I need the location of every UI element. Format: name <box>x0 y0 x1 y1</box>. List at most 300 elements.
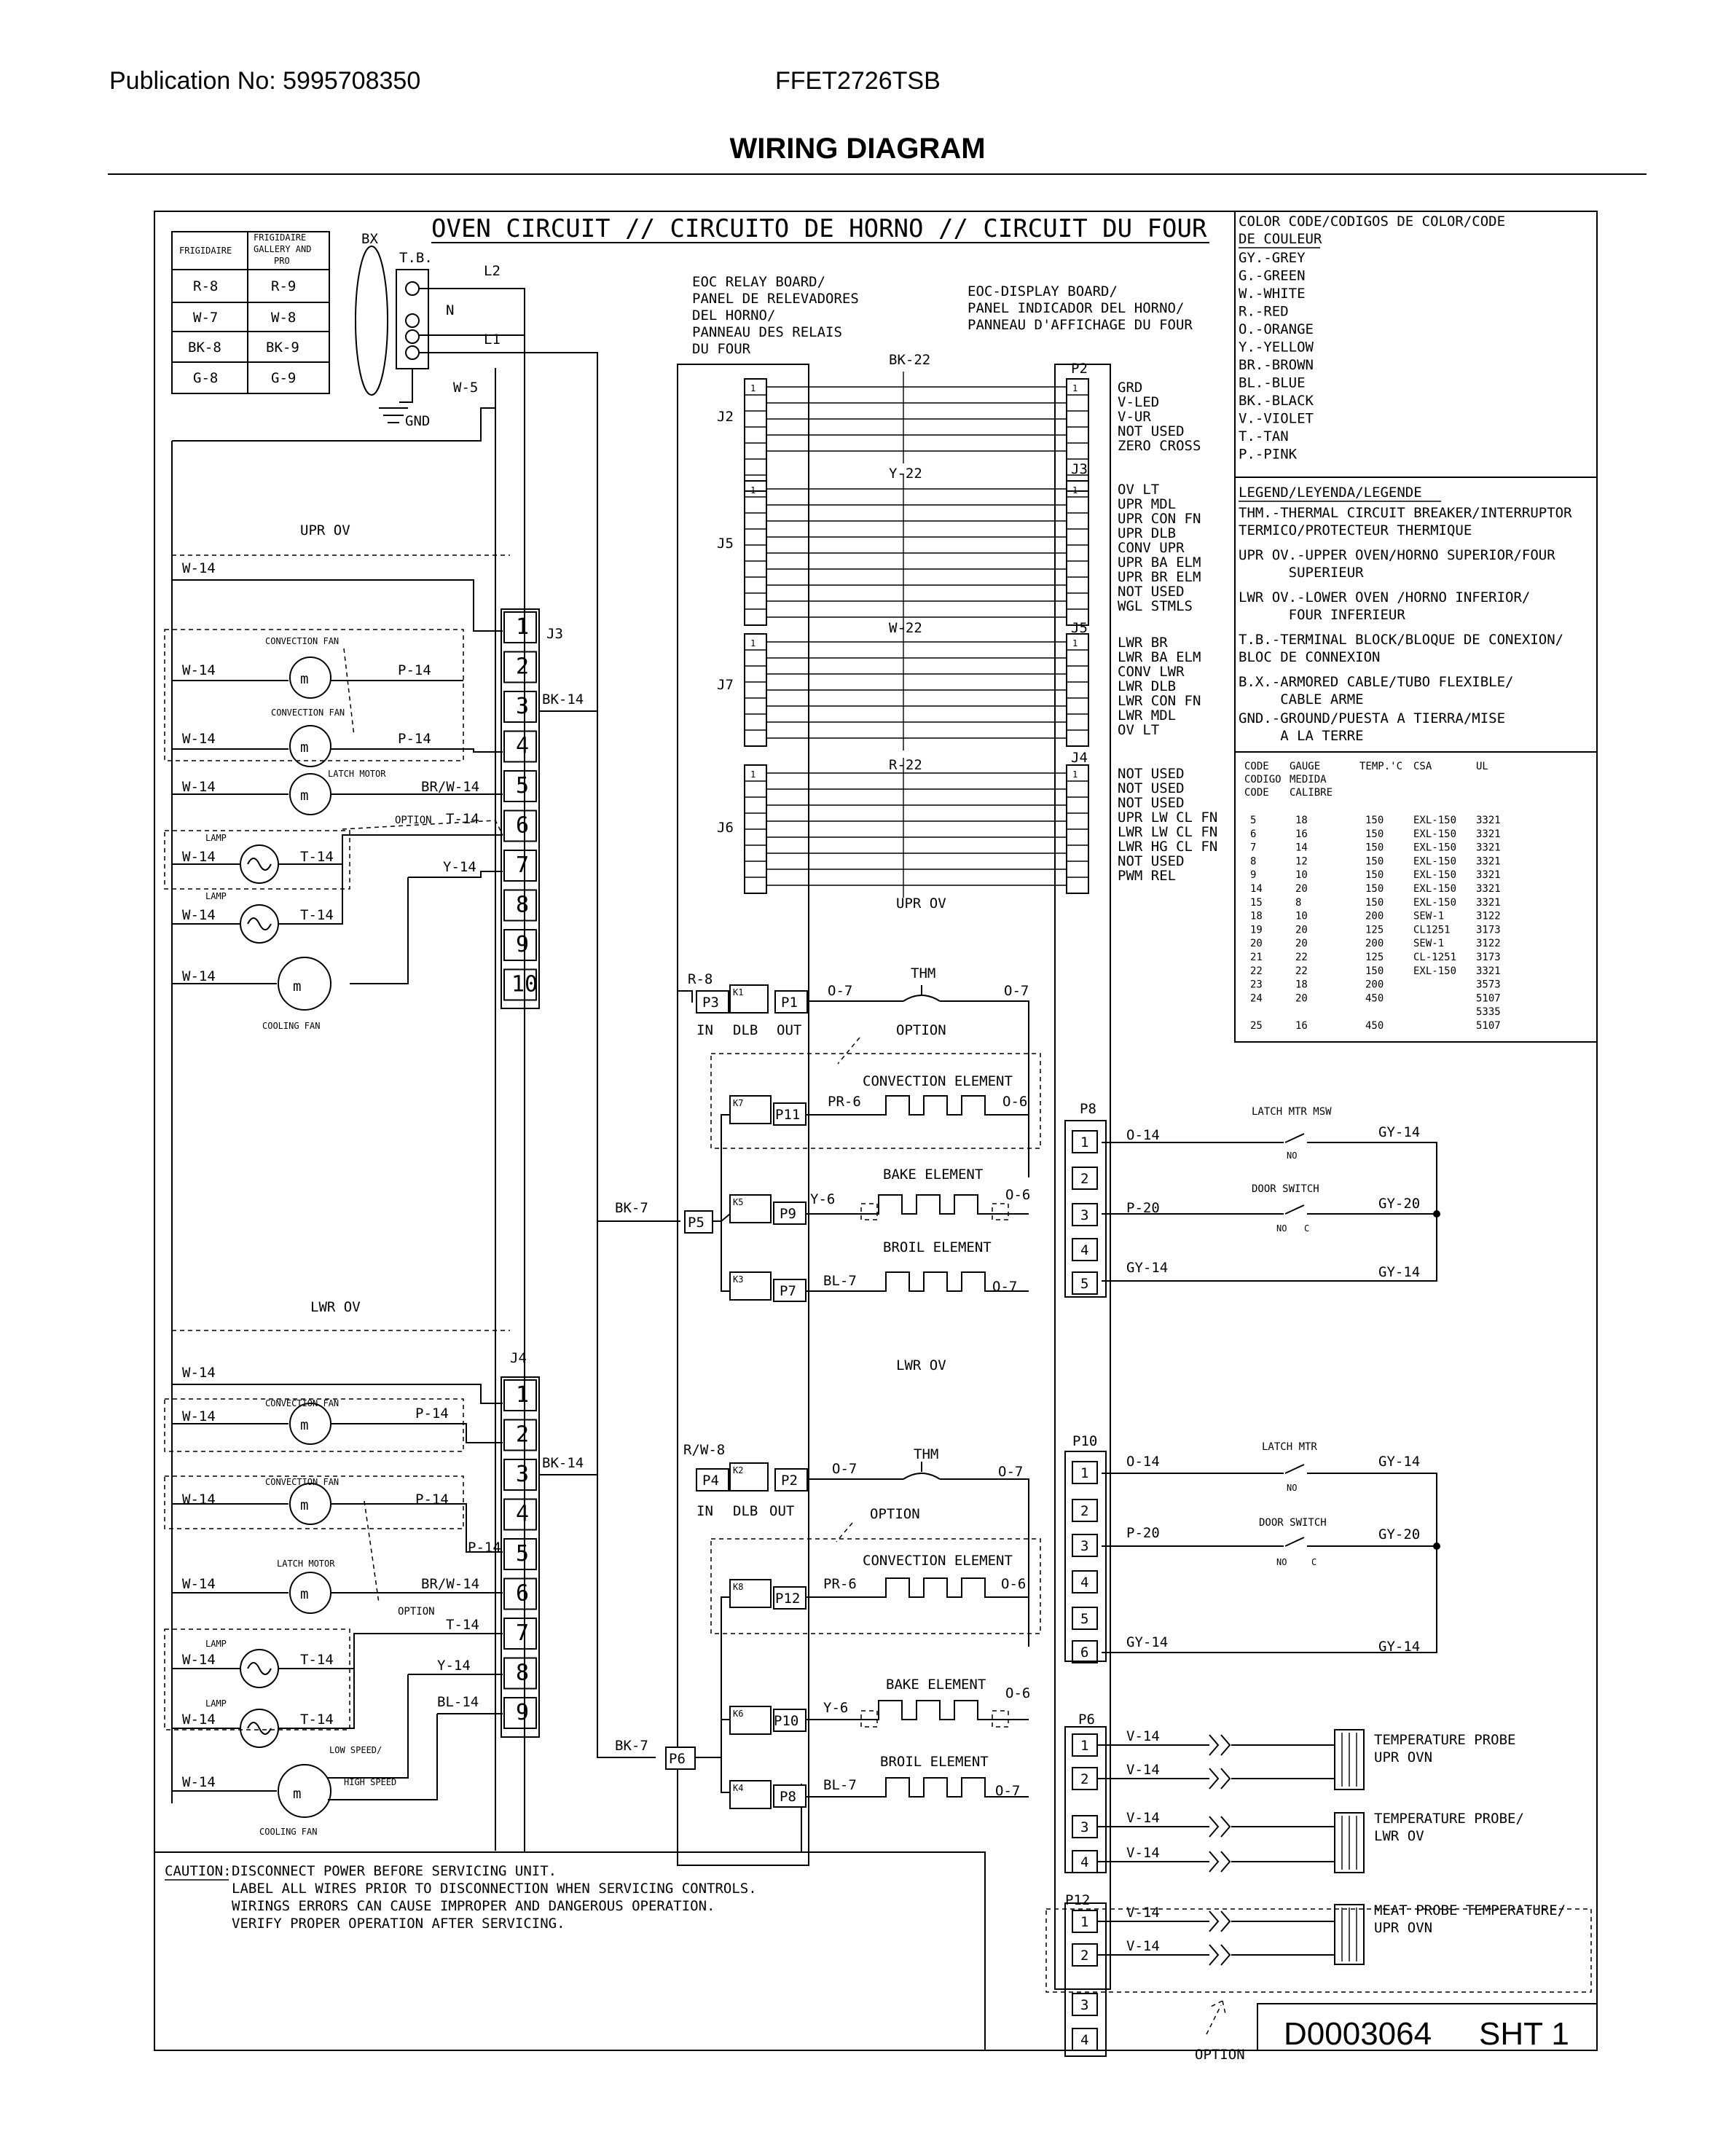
svg-text:P-14: P-14 <box>468 1540 501 1556</box>
svg-text:m: m <box>300 671 309 687</box>
svg-text:K5: K5 <box>733 1197 744 1207</box>
svg-text:O-6: O-6 <box>1005 1187 1031 1203</box>
signal-label: UPR BA ELM <box>1118 554 1201 571</box>
gauge-cell: 23 <box>1250 979 1263 991</box>
svg-text:DISCONNECT POWER BEFORE SERVIC: DISCONNECT POWER BEFORE SERVICING UNIT. <box>232 1863 557 1879</box>
p6-connector <box>1065 1727 1106 1873</box>
n-label: N <box>446 302 455 318</box>
signal-label: NOT USED <box>1118 780 1185 796</box>
svg-text:MEAT PROBE TEMPERATURE/: MEAT PROBE TEMPERATURE/ <box>1374 1902 1566 1918</box>
upper-relay-section <box>678 965 1040 1301</box>
gauge-cell: 3321 <box>1476 842 1501 854</box>
svg-text:P11: P11 <box>775 1107 801 1123</box>
connector-pin-number: 5 <box>1080 1276 1089 1292</box>
svg-text:COOLING FAN: COOLING FAN <box>262 1021 321 1031</box>
wire-label: V-14 <box>1126 1762 1160 1778</box>
harness-left-j6: J6 <box>717 820 734 836</box>
svg-text:K6: K6 <box>733 1709 744 1719</box>
p8-label: P8 <box>1080 1101 1096 1117</box>
connector-pin-number: 2 <box>516 1422 530 1448</box>
w5-label: W-5 <box>453 380 479 396</box>
svg-text:NO: NO <box>1276 1557 1287 1567</box>
signal-label: ZERO CROSS <box>1118 438 1201 454</box>
svg-text:P6: P6 <box>669 1751 686 1767</box>
signal-lists <box>1118 380 1217 884</box>
armored-cable <box>356 246 388 395</box>
gauge-cell: 3573 <box>1476 979 1501 991</box>
svg-text:BL-7: BL-7 <box>823 1273 857 1289</box>
svg-text:GY-20: GY-20 <box>1378 1196 1421 1212</box>
harness-right-j3: J3 <box>1071 461 1088 477</box>
probe-wiring <box>1097 1728 1364 1965</box>
svg-text:P12: P12 <box>775 1591 801 1607</box>
connector-pin-number: 7 <box>516 1620 530 1647</box>
svg-text:BK-14: BK-14 <box>542 1455 584 1471</box>
pin-one: 1 <box>750 769 756 780</box>
publication-number: Publication No: 5995708350 <box>109 67 421 95</box>
gauge-header: UL <box>1476 761 1488 772</box>
svg-text:PR-6: PR-6 <box>823 1576 857 1592</box>
svg-text:GY-14: GY-14 <box>1378 1124 1421 1140</box>
svg-text:CONVECTION FAN: CONVECTION FAN <box>265 1398 340 1408</box>
brand-cell: W-8 <box>271 310 297 326</box>
svg-text:K7: K7 <box>733 1098 744 1108</box>
connector-pin-number: 6 <box>516 1580 530 1607</box>
gauge-header: CODE <box>1244 787 1269 799</box>
connector-pin-number: 4 <box>1080 1242 1089 1258</box>
gnd-label: GND <box>405 413 431 429</box>
connector-pin-number: 4 <box>1080 2032 1089 2048</box>
svg-text:DOOR SWITCH: DOOR SWITCH <box>1259 1517 1327 1529</box>
connector-pin-number: 5 <box>1080 1611 1089 1627</box>
harness-right-j4: J4 <box>1071 750 1088 766</box>
svg-text:LAMP: LAMP <box>205 1639 227 1649</box>
brand-cell: G-9 <box>271 370 297 386</box>
svg-text:PANNEAU DES RELAIS: PANNEAU DES RELAIS <box>692 324 842 340</box>
gauge-cell: 3173 <box>1476 952 1501 963</box>
svg-text:IN: IN <box>696 1503 713 1519</box>
gauge-table <box>1235 752 1597 1042</box>
gauge-cell: 3321 <box>1476 855 1501 868</box>
gauge-cell: 150 <box>1365 855 1384 868</box>
svg-text:CONVECTION FAN: CONVECTION FAN <box>265 1477 340 1487</box>
legend <box>1235 485 1597 752</box>
svg-text:FRIGIDAIRE: FRIGIDAIRE <box>254 232 307 243</box>
connector-pin-number: 3 <box>516 694 530 720</box>
svg-text:K2: K2 <box>733 1465 744 1475</box>
svg-text:GY-14: GY-14 <box>1126 1634 1169 1650</box>
connector-pin-number: 5 <box>516 773 530 799</box>
gauge-cell: 5 <box>1250 815 1257 826</box>
svg-text:Y-6: Y-6 <box>823 1700 849 1716</box>
title-block <box>1257 2004 1597 2052</box>
gauge-cell: 22 <box>1295 965 1308 977</box>
signal-label: NOT USED <box>1118 766 1185 782</box>
gauge-cell: 9 <box>1250 869 1257 882</box>
svg-text:TEMPERATURE PROBE: TEMPERATURE PROBE <box>1374 1732 1516 1748</box>
gauge-cell: 22 <box>1250 965 1263 977</box>
svg-text:GND.-GROUND/PUESTA A TIERRA/MI: GND.-GROUND/PUESTA A TIERRA/MISE <box>1239 710 1506 726</box>
svg-text:THM.-THERMAL CIRCUIT BREAKER/I: THM.-THERMAL CIRCUIT BREAKER/INTERRUPTOR <box>1239 505 1572 521</box>
svg-text:LWR OV.-LOWER OVEN /HORNO INFE: LWR OV.-LOWER OVEN /HORNO INFERIOR/ <box>1239 589 1531 605</box>
gauge-cell: 3321 <box>1476 965 1501 977</box>
svg-text:P-14: P-14 <box>398 662 431 678</box>
signal-label: V-UR <box>1118 409 1151 425</box>
gauge-cell: 150 <box>1365 828 1384 840</box>
lwr-ov-label: LWR OV <box>310 1299 361 1315</box>
connector-pin-number: 2 <box>516 654 530 680</box>
gauge-cell: 20 <box>1295 992 1308 1005</box>
gauge-cell: EXL-150 <box>1413 965 1457 977</box>
gauge-cell: 19 <box>1250 924 1263 936</box>
conv-fan-motor-icon <box>290 1483 331 1524</box>
svg-text:BL-14: BL-14 <box>437 1694 479 1710</box>
svg-text:LATCH MTR: LATCH MTR <box>1262 1441 1317 1453</box>
gauge-cell: 22 <box>1295 952 1308 963</box>
gauge-cell: 20 <box>1295 924 1308 936</box>
gauge-cell: 150 <box>1365 842 1384 854</box>
connector-pin-number: 4 <box>516 1501 530 1527</box>
signal-label: NOT USED <box>1118 853 1185 869</box>
svg-text:LATCH MOTOR: LATCH MOTOR <box>277 1559 335 1569</box>
svg-text:O-6: O-6 <box>1001 1576 1027 1592</box>
display-board-label <box>968 283 1193 333</box>
svg-text:BLOC DE CONNEXION: BLOC DE CONNEXION <box>1239 649 1381 665</box>
svg-text:m: m <box>300 1417 309 1433</box>
gauge-cell: 18 <box>1295 979 1308 991</box>
svg-text:R-8: R-8 <box>688 971 713 987</box>
upr-ov-board-label: UPR OV <box>896 895 946 912</box>
svg-text:PANEL DE RELEVADORES: PANEL DE RELEVADORES <box>692 291 859 307</box>
svg-text:OPTION: OPTION <box>1195 2047 1245 2063</box>
svg-text:B.X.-ARMORED CABLE/TUBO FLEXIB: B.X.-ARMORED CABLE/TUBO FLEXIBLE/ <box>1239 674 1514 690</box>
svg-text:T.B.-TERMINAL BLOCK/BLOQUE DE: T.B.-TERMINAL BLOCK/BLOQUE DE CONEXION/ <box>1239 632 1564 648</box>
gauge-cell: EXL-150 <box>1413 842 1457 854</box>
color-code <box>1235 213 1597 477</box>
gauge-cell: 450 <box>1365 1020 1384 1032</box>
svg-text:EOC-DISPLAY BOARD/: EOC-DISPLAY BOARD/ <box>968 283 1118 299</box>
connector-pin-number: 2 <box>1080 1171 1089 1187</box>
harness-wire-r22: R-22 <box>889 757 922 773</box>
svg-text:DEL HORNO/: DEL HORNO/ <box>692 307 776 324</box>
svg-text:LATCH MTR MSW: LATCH MTR MSW <box>1252 1106 1332 1118</box>
signal-label: PWM REL <box>1118 868 1177 884</box>
gauge-cell: 18 <box>1295 815 1308 826</box>
svg-text:P9: P9 <box>780 1206 796 1222</box>
gauge-cell: 14 <box>1250 883 1263 895</box>
gauge-cell: 7 <box>1250 842 1257 854</box>
harness-right-p2: P2 <box>1071 361 1088 377</box>
drawing-number: D0003064 <box>1284 2016 1432 2052</box>
svg-text:BAKE ELEMENT: BAKE ELEMENT <box>886 1677 986 1693</box>
gauge-cell: 200 <box>1365 979 1384 991</box>
svg-text:K8: K8 <box>733 1582 744 1592</box>
svg-text:O-7: O-7 <box>992 1279 1018 1295</box>
brand-cell: R-9 <box>271 278 297 294</box>
connector-pin-number: 1 <box>1080 1914 1089 1930</box>
page-title: WIRING DIAGRAM <box>729 133 986 165</box>
svg-text:BROIL ELEMENT: BROIL ELEMENT <box>883 1239 992 1255</box>
svg-text:P-20: P-20 <box>1126 1200 1160 1216</box>
svg-text:m: m <box>300 740 309 756</box>
j3-connector-label: J3 <box>546 626 563 642</box>
svg-text:T-14: T-14 <box>300 849 334 865</box>
svg-text:DLB: DLB <box>733 1022 758 1038</box>
wire-label: V-14 <box>1126 1905 1160 1921</box>
sheet-number: SHT 1 <box>1479 2016 1569 2052</box>
svg-text:W-14: W-14 <box>182 1491 216 1508</box>
svg-text:P-14: P-14 <box>398 731 431 747</box>
signal-label: UPR MDL <box>1118 496 1177 512</box>
connector-pin-number: 1 <box>1080 1465 1089 1481</box>
signal-label: LWR BA ELM <box>1118 649 1201 665</box>
gauge-header: CODE <box>1244 761 1269 772</box>
svg-text:COOLING FAN: COOLING FAN <box>259 1827 318 1837</box>
gauge-cell: 10 <box>1295 869 1308 882</box>
gauge-cell: 20 <box>1295 938 1308 950</box>
svg-text:O-7: O-7 <box>1004 983 1029 999</box>
harness-left-block <box>745 481 766 625</box>
gauge-header: CODIGO <box>1244 774 1282 785</box>
p10-switches <box>1102 1441 1440 1655</box>
legend-title: LEGEND/LEYENDA/LEGENDE <box>1239 485 1422 501</box>
gauge-cell: 150 <box>1365 965 1384 977</box>
svg-text:OUT: OUT <box>777 1022 802 1038</box>
gauge-cell: 150 <box>1365 869 1384 882</box>
pin-one: 1 <box>1072 638 1078 648</box>
gauge-cell: EXL-150 <box>1413 869 1457 882</box>
svg-text:CONVECTION ELEMENT: CONVECTION ELEMENT <box>863 1553 1013 1569</box>
svg-text:DOOR SWITCH: DOOR SWITCH <box>1252 1183 1319 1195</box>
svg-text:BR/W-14: BR/W-14 <box>421 779 480 795</box>
color-code-item: W.-WHITE <box>1239 286 1306 302</box>
gauge-header: TEMP.'C <box>1359 761 1403 772</box>
svg-text:W-14: W-14 <box>182 849 216 865</box>
connector-pin-number: 6 <box>1080 1645 1089 1661</box>
color-code-item: GY.-GREY <box>1239 250 1306 266</box>
tb-label: T.B. <box>399 250 433 266</box>
wire-label: W-14 <box>182 560 216 576</box>
brand-cell: R-8 <box>193 278 219 294</box>
connector-pin-number: 9 <box>516 932 530 958</box>
connector-pin-number: 4 <box>1080 1854 1089 1870</box>
conv-fan-motor-icon <box>290 657 331 698</box>
connector-pin-number: 1 <box>516 614 530 640</box>
svg-text:GY-14: GY-14 <box>1378 1454 1421 1470</box>
gauge-cell: 25 <box>1250 1020 1263 1032</box>
signal-label: WGL STMLS <box>1118 598 1193 614</box>
caution-label: CAUTION: <box>165 1863 232 1879</box>
svg-text:BK-7: BK-7 <box>615 1738 648 1754</box>
p8-switches <box>1102 1106 1440 1281</box>
svg-text:P5: P5 <box>688 1215 705 1231</box>
gauge-cell: 3321 <box>1476 828 1501 840</box>
gauge-cell: 10 <box>1295 910 1308 922</box>
svg-text:OPTION: OPTION <box>395 815 432 826</box>
svg-text:BROIL ELEMENT: BROIL ELEMENT <box>880 1754 989 1770</box>
gauge-cell: EXL-150 <box>1413 896 1457 909</box>
svg-text:W-14: W-14 <box>182 1576 216 1592</box>
signal-label: UPR BR ELM <box>1118 569 1201 585</box>
svg-text:COLOR CODE/CODIGOS DE COLOR/CO: COLOR CODE/CODIGOS DE COLOR/CODE <box>1239 213 1506 230</box>
svg-text:LAMP: LAMP <box>205 833 227 843</box>
gauge-cell: CL1251 <box>1413 924 1451 936</box>
svg-text:W-14: W-14 <box>182 1365 216 1381</box>
color-code-item: O.-ORANGE <box>1239 321 1314 337</box>
svg-text:PRO: PRO <box>274 256 290 266</box>
svg-text:P-20: P-20 <box>1126 1525 1160 1541</box>
latch-motor-icon <box>290 1572 331 1613</box>
signal-label: LWR MDL <box>1118 707 1177 724</box>
gauge-cell: 8 <box>1295 896 1302 909</box>
svg-text:W-14: W-14 <box>182 1774 216 1790</box>
harness-left-block <box>745 379 766 491</box>
svg-text:THM: THM <box>911 965 936 981</box>
svg-text:O-6: O-6 <box>1005 1685 1031 1701</box>
svg-text:T-14: T-14 <box>300 1652 334 1668</box>
signal-label: LWR CON FN <box>1118 693 1201 709</box>
gauge-cell: 24 <box>1250 992 1263 1005</box>
connector-pin-number: 3 <box>1080 1207 1089 1223</box>
color-code-item: G.-GREEN <box>1239 267 1306 284</box>
svg-text:GY-14: GY-14 <box>1126 1260 1169 1276</box>
svg-text:P3: P3 <box>702 995 719 1011</box>
gauge-cell: 20 <box>1250 938 1263 950</box>
svg-text:BL-7: BL-7 <box>823 1777 857 1793</box>
conv-fan-label: CONVECTION FAN <box>265 636 340 646</box>
j4-connector-label: J4 <box>510 1350 527 1366</box>
wire-label: V-14 <box>1126 1728 1160 1744</box>
gauge-cell: CL-1251 <box>1413 952 1457 963</box>
svg-text:HIGH SPEED: HIGH SPEED <box>344 1777 397 1787</box>
color-code-item: BR.-BROWN <box>1239 357 1314 373</box>
connector-pin-number: 3 <box>1080 1997 1089 2013</box>
svg-text:EOC RELAY BOARD/: EOC RELAY BOARD/ <box>692 274 826 290</box>
svg-text:PR-6: PR-6 <box>828 1094 861 1110</box>
gauge-cell: 15 <box>1250 896 1263 909</box>
svg-text:LWR OV: LWR OV <box>1374 1828 1424 1844</box>
svg-text:W-14: W-14 <box>182 731 216 747</box>
conv-fan-motor-icon <box>290 1403 331 1444</box>
svg-text:TERMICO/PROTECTEUR THERMIQUE: TERMICO/PROTECTEUR THERMIQUE <box>1239 522 1472 538</box>
gauge-cell: 150 <box>1365 815 1384 826</box>
cooling-fan-icon <box>278 957 331 1010</box>
gauge-cell: EXL-150 <box>1413 815 1457 826</box>
color-code-item: P.-PINK <box>1239 446 1298 463</box>
svg-text:VERIFY PROPER OPERATION AFTER: VERIFY PROPER OPERATION AFTER SERVICING. <box>232 1916 565 1932</box>
color-code-item: R.-RED <box>1239 303 1289 320</box>
gauge-cell: 150 <box>1365 896 1384 909</box>
svg-text:BR/W-14: BR/W-14 <box>421 1576 480 1592</box>
latch-motor-icon <box>290 774 331 815</box>
color-code-item: V.-VIOLET <box>1239 410 1314 427</box>
harness-left-j5: J5 <box>717 536 734 552</box>
p12-connector <box>1065 1903 1106 2056</box>
color-code-item: Y.-YELLOW <box>1239 339 1314 356</box>
svg-text:LATCH MOTOR: LATCH MOTOR <box>328 769 386 779</box>
connector-pin-number: 3 <box>516 1462 530 1488</box>
pin-one: 1 <box>1072 383 1078 393</box>
signal-label: NOT USED <box>1118 423 1185 439</box>
signal-label: OV LT <box>1118 722 1160 738</box>
svg-text:SUPERIEUR: SUPERIEUR <box>1239 565 1364 581</box>
svg-text:W-14: W-14 <box>182 779 216 795</box>
model-number: FFET2726TSB <box>775 67 941 95</box>
relay-board-label <box>692 274 859 357</box>
svg-text:P-14: P-14 <box>415 1491 449 1508</box>
brand-table <box>172 232 329 393</box>
svg-text:Y-14: Y-14 <box>443 859 476 875</box>
svg-text:m: m <box>300 788 309 804</box>
lower-relay-section <box>666 1442 1040 1808</box>
signal-label: CONV UPR <box>1118 540 1185 556</box>
gauge-cell: 3321 <box>1476 869 1501 882</box>
signal-label: GRD <box>1118 380 1143 396</box>
svg-text:T-14: T-14 <box>446 811 479 827</box>
l2-label: L2 <box>484 263 501 279</box>
p6-label: P6 <box>1078 1712 1095 1728</box>
svg-text:UPR OVN: UPR OVN <box>1374 1749 1433 1765</box>
gauge-cell: SEW-1 <box>1413 910 1445 922</box>
svg-text:P-14: P-14 <box>415 1406 449 1422</box>
signal-label: UPR DLB <box>1118 525 1177 541</box>
svg-text:C: C <box>1304 1223 1310 1234</box>
pin-one: 1 <box>1072 769 1078 780</box>
svg-text:P2: P2 <box>781 1473 798 1489</box>
connector-pin-number: 6 <box>516 812 530 839</box>
svg-text:GY-14: GY-14 <box>1378 1264 1421 1280</box>
gauge-cell: 5107 <box>1476 1020 1501 1032</box>
signal-label: LWR DLB <box>1118 678 1177 694</box>
connector-pin-number: 4 <box>1080 1575 1089 1591</box>
svg-text:UPR OVN: UPR OVN <box>1374 1920 1433 1936</box>
svg-text:K4: K4 <box>733 1783 744 1793</box>
gauge-cell: 3321 <box>1476 883 1501 895</box>
svg-text:P8: P8 <box>780 1789 796 1805</box>
gauge-header: CALIBRE <box>1290 787 1333 799</box>
gauge-cell: EXL-150 <box>1413 855 1457 868</box>
gauge-cell: 12 <box>1295 855 1308 868</box>
wire-label: V-14 <box>1126 1810 1160 1826</box>
svg-text:PANNEAU D'AFFICHAGE DU FOUR: PANNEAU D'AFFICHAGE DU FOUR <box>968 317 1193 333</box>
svg-text:O-6: O-6 <box>1002 1094 1028 1110</box>
svg-text:m: m <box>300 1497 309 1513</box>
gauge-header: GAUGE <box>1290 761 1321 772</box>
connector-pin-number: 7 <box>516 852 530 879</box>
svg-text:GY-20: GY-20 <box>1378 1526 1421 1542</box>
gauge-cell: 3173 <box>1476 924 1501 936</box>
p10-connector <box>1065 1451 1106 1663</box>
harness-right-block <box>1067 634 1088 746</box>
brand-header-frigidaire: FRIGIDAIRE <box>179 246 232 256</box>
svg-text:OUT: OUT <box>769 1503 795 1519</box>
svg-text:m: m <box>293 979 302 995</box>
svg-text:W-14: W-14 <box>182 1652 216 1668</box>
harness-right-block <box>1067 481 1088 625</box>
svg-text:W-14: W-14 <box>182 907 216 923</box>
svg-text:P4: P4 <box>702 1473 719 1489</box>
connector-pin-number: 10 <box>511 971 538 997</box>
svg-text:O-7: O-7 <box>995 1783 1021 1799</box>
brand-cell: BK-8 <box>188 340 221 356</box>
svg-text:NO: NO <box>1287 1150 1298 1161</box>
svg-text:DLB: DLB <box>733 1503 758 1519</box>
conv-fan-motor-icon <box>290 726 331 767</box>
svg-text:UPR OV.-UPPER OVEN/HORNO SUPER: UPR OV.-UPPER OVEN/HORNO SUPERIOR/FOUR <box>1239 547 1555 563</box>
gauge-cell: 3321 <box>1476 815 1501 826</box>
svg-text:BK-14: BK-14 <box>542 691 584 707</box>
svg-text:CONVECTION ELEMENT: CONVECTION ELEMENT <box>863 1073 1013 1089</box>
